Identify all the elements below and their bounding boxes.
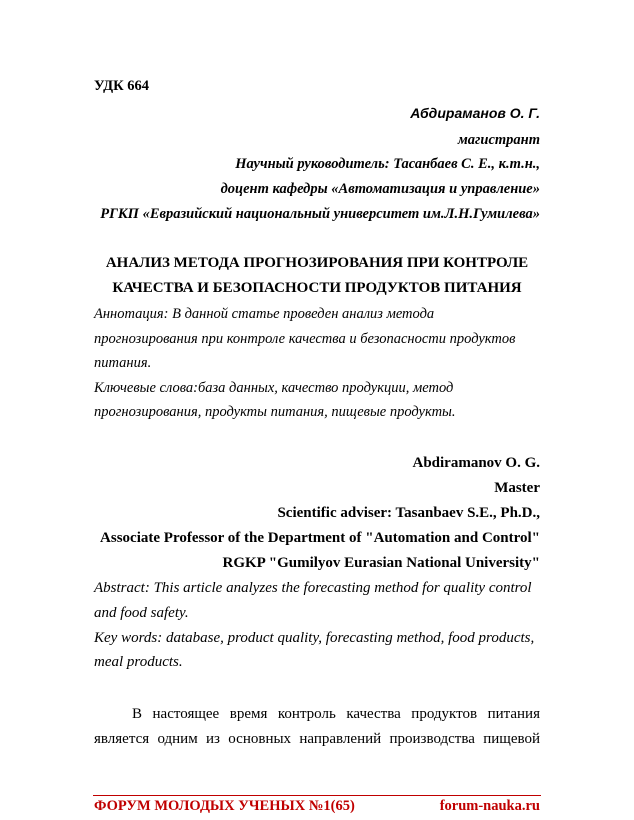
author-position-ru: магистрант	[457, 132, 540, 148]
keywords-en-line1: Key words: database, product quality, forecasting method, food products,	[94, 630, 535, 646]
body-text-line2: является одним из основных направлений производства пищевой	[94, 731, 540, 747]
author-name-en: Abdiramanov O. G.	[412, 455, 540, 471]
title-ru-line2: КАЧЕСТВА И БЕЗОПАСНОСТИ ПРОДУКТОВ ПИТАНИЯ	[112, 280, 522, 296]
keywords-ru-line1: Ключевые слова:база данных, качество продукции, метод	[94, 380, 454, 396]
supervisor-title-ru: доцент кафедры «Автоматизация и управление»	[220, 181, 540, 197]
udk-code: УДК 664	[94, 78, 150, 94]
body-text-line1: В настоящее время контроль качества продуктов питания	[132, 706, 540, 722]
author-position-en: Master	[494, 480, 540, 496]
university-ru: РГКП «Евразийский национальный университет им.Л.Н.Гумилева»	[100, 206, 540, 222]
abstract-en-line1: Abstract: This article analyzes the forecasting method for quality control	[94, 580, 532, 596]
supervisor-title-en: Associate Professor of the Department of "Automation and Control"	[100, 530, 540, 546]
supervisor-ru: Научный руководитель: Тасанбаев С. Е., к.т.н.,	[235, 156, 540, 172]
supervisor-en: Scientific adviser: Tasanbaev S.E., Ph.D.,	[277, 505, 540, 521]
abstract-en-line2: and food safety.	[94, 605, 189, 621]
author-name-ru: Абдираманов О. Г.	[410, 105, 540, 121]
footer-site-link[interactable]: forum-nauka.ru	[439, 798, 540, 814]
keywords-ru-line2: прогнозирования, продукты питания, пищевые продукты.	[94, 404, 456, 420]
annotation-ru-line2: прогнозирования при контроле качества и безопасности продуктов	[94, 331, 516, 347]
footer-journal: ФОРУМ МОЛОДЫХ УЧЕНЫХ №1(65)	[94, 798, 355, 814]
university-en: RGKP "Gumilyov Eurasian National University"	[222, 555, 540, 571]
annotation-ru-line3: питания.	[94, 355, 152, 371]
annotation-ru-line1: Аннотация: В данной статье проведен анализ метода	[94, 306, 435, 322]
footer-divider	[93, 795, 541, 796]
title-ru-line1: АНАЛИЗ МЕТОДА ПРОГНОЗИРОВАНИЯ ПРИ КОНТРОЛЕ	[105, 255, 529, 271]
keywords-en-line2: meal products.	[94, 654, 183, 670]
